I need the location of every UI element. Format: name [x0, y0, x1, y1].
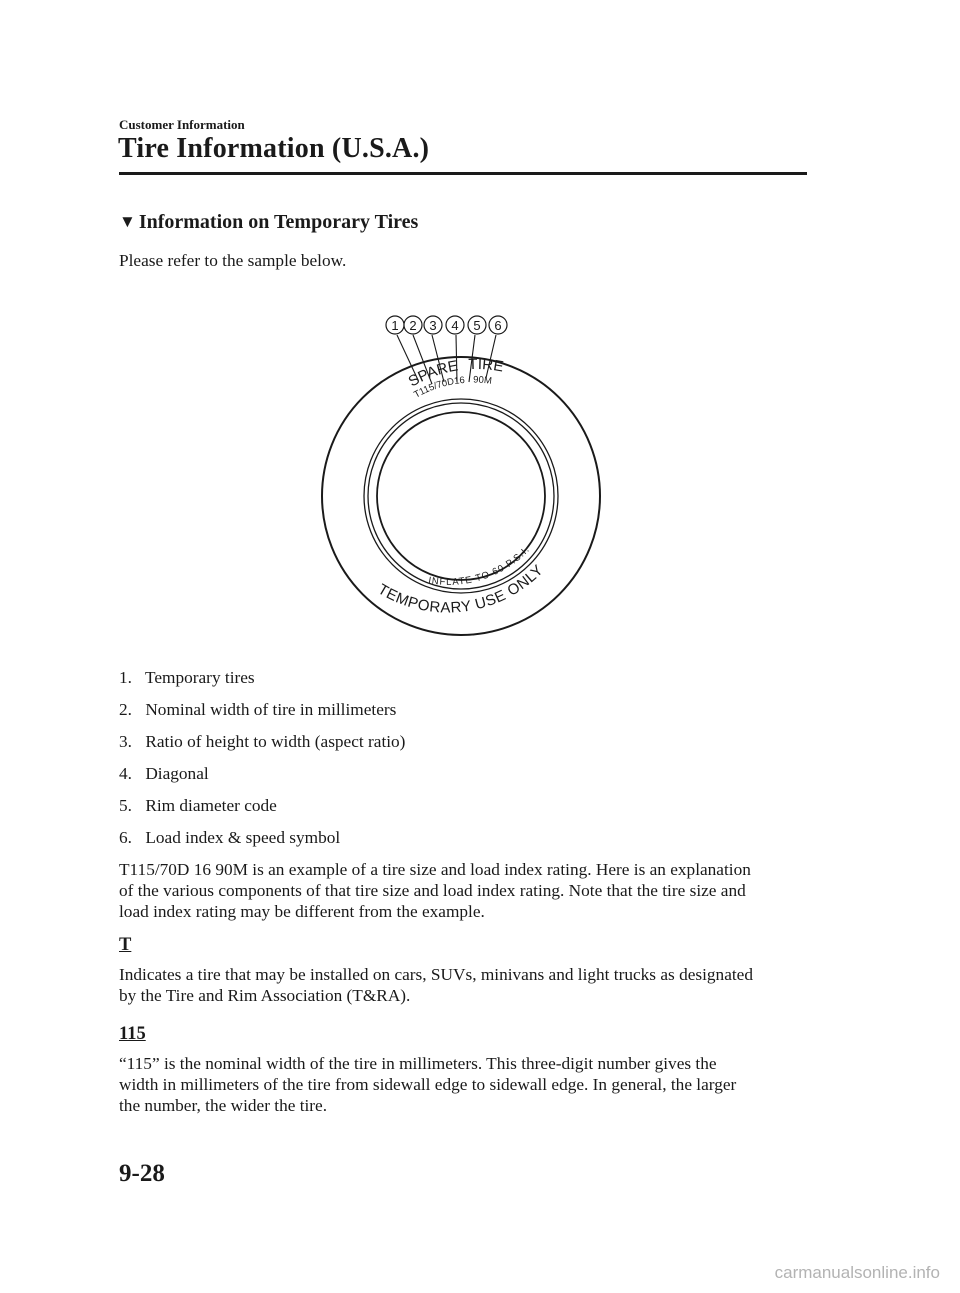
definition-line: the number, the wider the tire. — [119, 1096, 328, 1115]
list-item — [119, 667, 405, 699]
term-heading-115: 115 — [119, 1024, 146, 1044]
legend-text: Ratio of height to width (aspect ratio) — [145, 732, 406, 751]
definition-line: width in millimeters of the tire from sidewall edge to sidewall edge. In general, the larger — [119, 1075, 737, 1094]
list-item — [119, 699, 405, 731]
legend-number: 2. — [119, 700, 132, 719]
legend-number: 5. — [119, 796, 132, 815]
sidewall-spare-word: SPARE — [405, 357, 460, 391]
sidewall-size-part: T115/70D16 — [412, 374, 466, 401]
callout-1-number: 1 — [391, 318, 399, 333]
legend-text: Rim diameter code — [145, 796, 277, 815]
callout-4-number: 4 — [451, 318, 459, 333]
callout-5-number: 5 — [473, 318, 481, 333]
sidewall-load-part: 90M — [473, 374, 493, 387]
legend-text: Diagonal — [145, 764, 209, 783]
list-item — [119, 795, 405, 827]
triangle-down-icon: ▼ — [119, 212, 136, 231]
intro-text: Please refer to the sample below. — [119, 251, 347, 270]
legend-text: Load index & speed symbol — [145, 828, 341, 847]
definition-line: by the Tire and Rim Association (T&RA). — [119, 986, 411, 1005]
callout-3-number: 3 — [429, 318, 437, 333]
rim-outer-ring — [364, 399, 558, 593]
legend-text: Nominal width of tire in millimeters — [145, 700, 397, 719]
legend-number: 6. — [119, 828, 132, 847]
list-item — [119, 827, 405, 859]
callout-6-number: 6 — [494, 318, 502, 333]
list-item — [119, 763, 405, 795]
section-label: Customer Information — [119, 117, 245, 132]
subsection-heading-text: Information on Temporary Tires — [138, 211, 419, 233]
sidewall-temporary-use-only: TEMPORARY USE ONLY — [374, 561, 547, 617]
tire-diagram — [300, 305, 640, 655]
legend-number: 4. — [119, 764, 132, 783]
definition-line: Indicates a tire that may be installed on cars, SUVs, minivans and light trucks as designated — [119, 965, 753, 984]
watermark: carmanualsonline.info — [774, 1263, 940, 1282]
subsection-heading — [119, 211, 418, 234]
sidewall-tire-word: TIRE — [468, 355, 505, 376]
definition-line: “115” is the nominal width of the tire in millimeters. This three-digit number gives the — [119, 1054, 717, 1073]
explanation-line: load index rating may be different from the example. — [119, 902, 485, 921]
sidewall-inflate-text: INFLATE TO 60 P.S.I. — [427, 544, 533, 588]
list-item — [119, 731, 405, 763]
page-title: Tire Information (U.S.A.) — [118, 133, 430, 164]
term-definition-115 — [119, 1053, 819, 1116]
legend-number: 3. — [119, 732, 132, 751]
title-rule — [119, 172, 807, 175]
term-definition-t — [119, 964, 819, 1006]
explanation-line: of the various components of that tire size and load index rating. Note that the tire size and — [119, 881, 746, 900]
page-number: 9-28 — [119, 1160, 165, 1187]
legend-text: Temporary tires — [145, 668, 255, 687]
explanation-paragraph — [119, 859, 819, 922]
explanation-line: T115/70D 16 90M is an example of a tire size and load index rating. Here is an explanation — [119, 860, 751, 879]
term-heading-t: T — [119, 935, 132, 955]
legend-number: 1. — [119, 668, 132, 687]
callout-2-number: 2 — [409, 318, 417, 333]
diagram-legend — [119, 667, 405, 859]
rim-middle-ring — [368, 403, 554, 589]
